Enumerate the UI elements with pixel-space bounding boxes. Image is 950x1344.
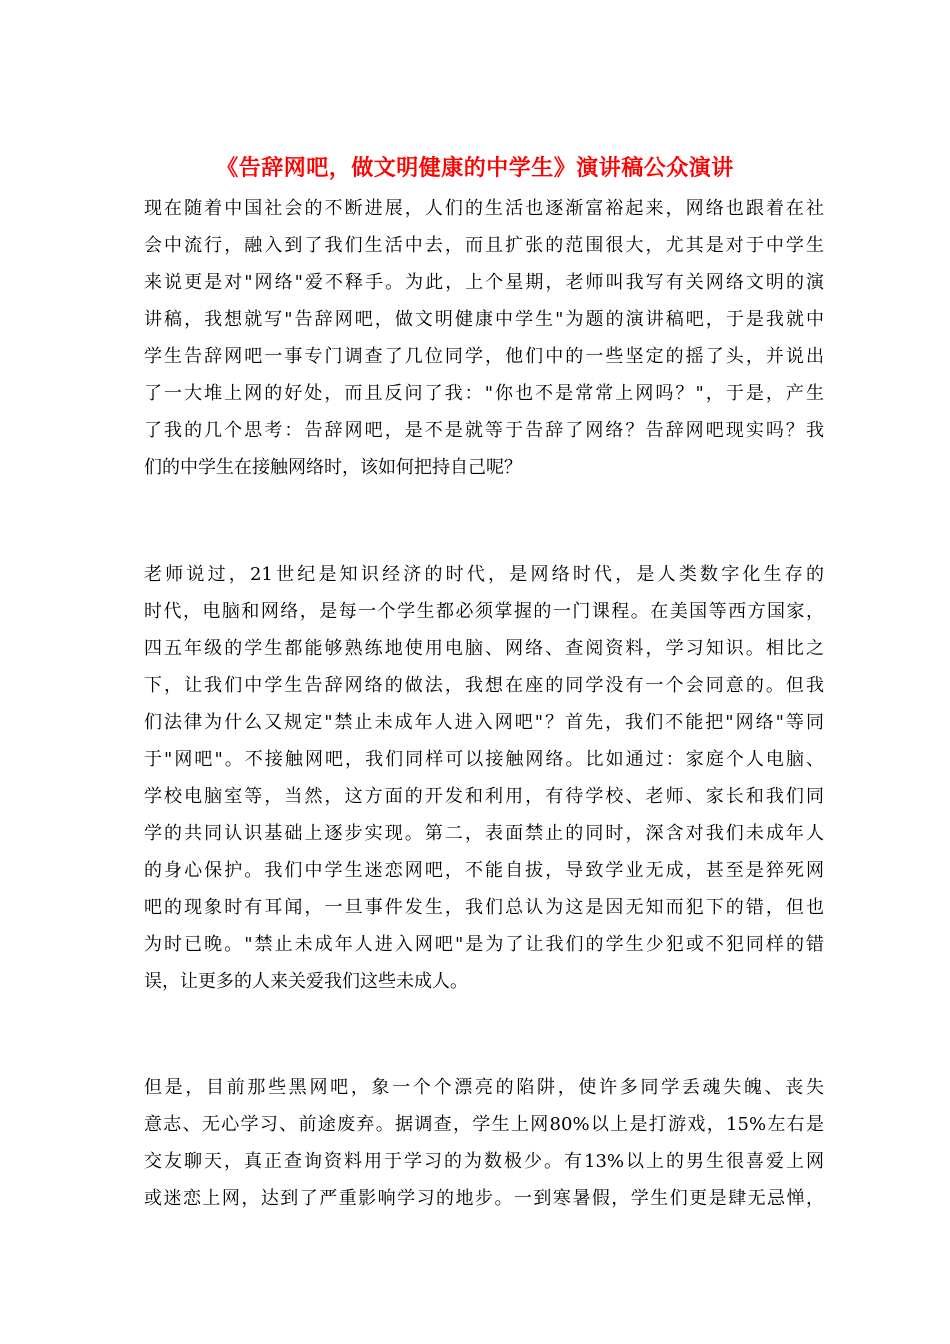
paragraph-1-line: 会中流行，融入到了我们生活中去，而且扩张的范围很大，尤其是对于中学生 (144, 235, 824, 256)
paragraph-2-line: 吧的现象时有耳闻，一旦事件发生，我们总认为这是因无知而犯下的错，但也 (144, 897, 824, 918)
paragraph-1-line: 现在随着中国社会的不断进展，人们的生活也逐渐富裕起来，网络也跟着在社 (144, 198, 824, 219)
paragraph-2-line: 四五年级的学生都能够熟练地使用电脑、网络、查阅资料，学习知识。相比之 (144, 638, 824, 659)
document-title: 《告辞网吧，做文明健康的中学生》演讲稿公众演讲 (216, 155, 734, 181)
paragraph-2-line: 于"网吧"。不接触网吧，我们同样可以接触网络。比如通过：家庭个人电脑、 (144, 749, 824, 770)
paragraph-1-line: 学生告辞网吧一事专门调查了几位同学，他们中的一些坚定的摇了头，并说出 (144, 346, 824, 367)
paragraph-2-line: 的身心保护。我们中学生迷恋网吧，不能自拔，导致学业无成，甚至是猝死网 (144, 860, 824, 881)
paragraph-2-line: 下，让我们中学生告辞网络的做法，我想在座的同学没有一个会同意的。但我 (144, 675, 824, 696)
paragraph-3-line: 交友聊天，真正查询资料用于学习的为数极少。有13%以上的男生很喜爱上网 (144, 1151, 824, 1172)
paragraph-3-line: 意志、无心学习、前途废弃。据调查，学生上网80%以上是打游戏，15%左右是 (144, 1114, 824, 1135)
paragraph-2-line: 老师说过，21世纪是知识经济的时代，是网络时代，是人类数字化生存的 (144, 564, 824, 585)
paragraph-1-line: 了一大堆上网的好处，而且反问了我："你也不是常常上网吗？"，于是，产生 (144, 383, 824, 404)
paragraph-2-line: 为时已晚。"禁止未成年人进入网吧"是为了让我们的学生少犯或不犯同样的错 (144, 934, 824, 955)
paragraph-1-line: 们的中学生在接触网络时，该如何把持自己呢？ (144, 457, 522, 478)
paragraph-2-line: 学校电脑室等，当然，这方面的开发和利用，有待学校、老师、家长和我们同 (144, 786, 824, 807)
paragraph-2-line: 们法律为什么又规定"禁止未成年人进入网吧"？首先，我们不能把"网络"等同 (144, 712, 824, 733)
paragraph-2-line: 学的共同认识基础上逐步实现。第二，表面禁止的同时，深含对我们未成年人 (144, 823, 824, 844)
paragraph-1-line: 讲稿，我想就写"告辞网吧，做文明健康中学生"为题的演讲稿吧，于是我就中 (144, 309, 824, 330)
paragraph-1-line: 了我的几个思考：告辞网吧，是不是就等于告辞了网络？告辞网吧现实吗？我 (144, 420, 824, 441)
paragraph-3-line: 但是，目前那些黑网吧，象一个个漂亮的陷阱，使许多同学丢魂失魄、丧失 (144, 1077, 824, 1098)
paragraph-1-line: 来说更是对"网络"爱不释手。为此，上个星期，老师叫我写有关网络文明的演 (144, 272, 824, 293)
paragraph-2-line: 时代，电脑和网络，是每一个学生都必须掌握的一门课程。在美国等西方国家， (144, 601, 824, 622)
paragraph-3-line: 或迷恋上网，达到了严重影响学习的地步。一到寒暑假，学生们更是肆无忌惮， (144, 1188, 824, 1209)
paragraph-2-line: 误，让更多的人来关爱我们这些未成人。 (144, 971, 468, 992)
